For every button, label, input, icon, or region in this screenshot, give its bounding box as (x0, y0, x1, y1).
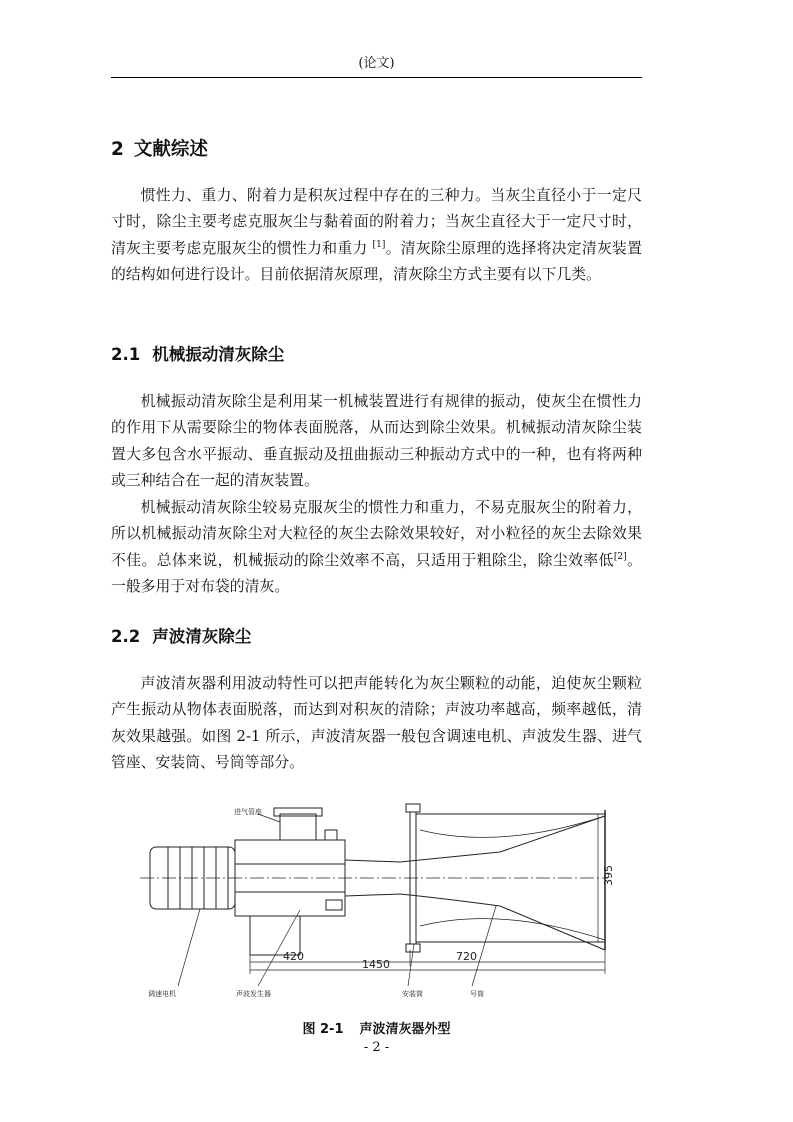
subsection-number: 2.1 (111, 345, 141, 364)
paragraph-2-1-b (111, 495, 642, 600)
subsection-number: 2.2 (111, 627, 141, 646)
figure-title: 声波清灰器外型 (359, 1022, 451, 1037)
intro-text-b: 。清灰除尘原理的选择将决定清灰装置的结构如何进行设计。目前依据清灰原理，清灰除尘方式主要有以下几类。 (111, 239, 642, 283)
label-motor: 调速电机 (148, 990, 176, 998)
section-title: 文献综述 (133, 139, 208, 160)
citation-1: [1] (372, 239, 386, 250)
dimension-720: 720 (456, 950, 477, 963)
figure-caption (111, 1021, 642, 1039)
citation-2: [2] (613, 551, 627, 562)
intro-text-a: 惯性力、重力、附着力是积灰过程中存在的三种力。当灰尘直径小于一定尺寸时，除尘主要考虑克服灰尘与黏着面的附着力；当灰尘直径大于一定尺寸时，清灰主要考虑克服灰尘的惯性力和重力 (111, 187, 642, 257)
running-header: (论文) (358, 56, 395, 71)
section-heading (111, 138, 208, 162)
dimension-1450: 1450 (362, 958, 390, 971)
paragraph-2-1-a: 机械振动清灰除尘是利用某一机械装置进行有规律的振动，使灰尘在惯性力的作用下从需要除尘的物体表面脱落，从而达到除尘效果。机械振动清灰除尘装置大多包含水平振动、垂直振动及扭曲振动三种振动方式中的一种，也有将两种或三种结合在一起的清灰装置。 (111, 393, 642, 489)
label-mount: 安装筒 (402, 990, 423, 998)
label-generator: 声波发生器 (236, 990, 271, 998)
acoustic-cleaner-drawing (140, 800, 640, 1010)
page-number: - 2 - (363, 1040, 390, 1055)
label-inlet: 进气管座 (234, 808, 262, 816)
dimension-395: 395 (602, 865, 615, 886)
subsection-title: 声波清灰除尘 (152, 627, 252, 646)
dimension-420: 420 (283, 950, 304, 963)
s21-text-a: 机械振动清灰除尘较易克服灰尘的惯性力和重力，不易克服灰尘的附着力，所以机械振动清灰除尘对大粒径的灰尘去除效果较好，对小粒径的灰尘去除效果不佳。总体来说，机械振动的除尘效率不高，只适用于粗除尘，除尘效率低 (111, 499, 642, 569)
figure-number: 图 2-1 (302, 1022, 344, 1037)
intro-paragraph (111, 183, 642, 288)
header-rule (111, 77, 642, 78)
subsection-heading-2-2 (111, 626, 251, 648)
subsection-title: 机械振动清灰除尘 (152, 345, 285, 364)
paragraph-2-2: 声波清灰器利用波动特性可以把声能转化为灰尘颗粒的动能，迫使灰尘颗粒产生振动从物体表面脱落，而达到对积灰的清除；声波功率越高，频率越低，清灰效果越强。如图 2-1 所示，声波清灰器一般包含调速电机、声波发生器、进气管座、安装筒、号筒等部分。 (111, 675, 642, 771)
inlet-pipe (280, 814, 316, 840)
subsection-heading-2-1 (111, 344, 284, 366)
section-number: 2 (111, 139, 124, 160)
label-horn: 号筒 (470, 990, 484, 998)
s21-text-b: 。一般多用于对布袋的清灰。 (111, 551, 642, 595)
